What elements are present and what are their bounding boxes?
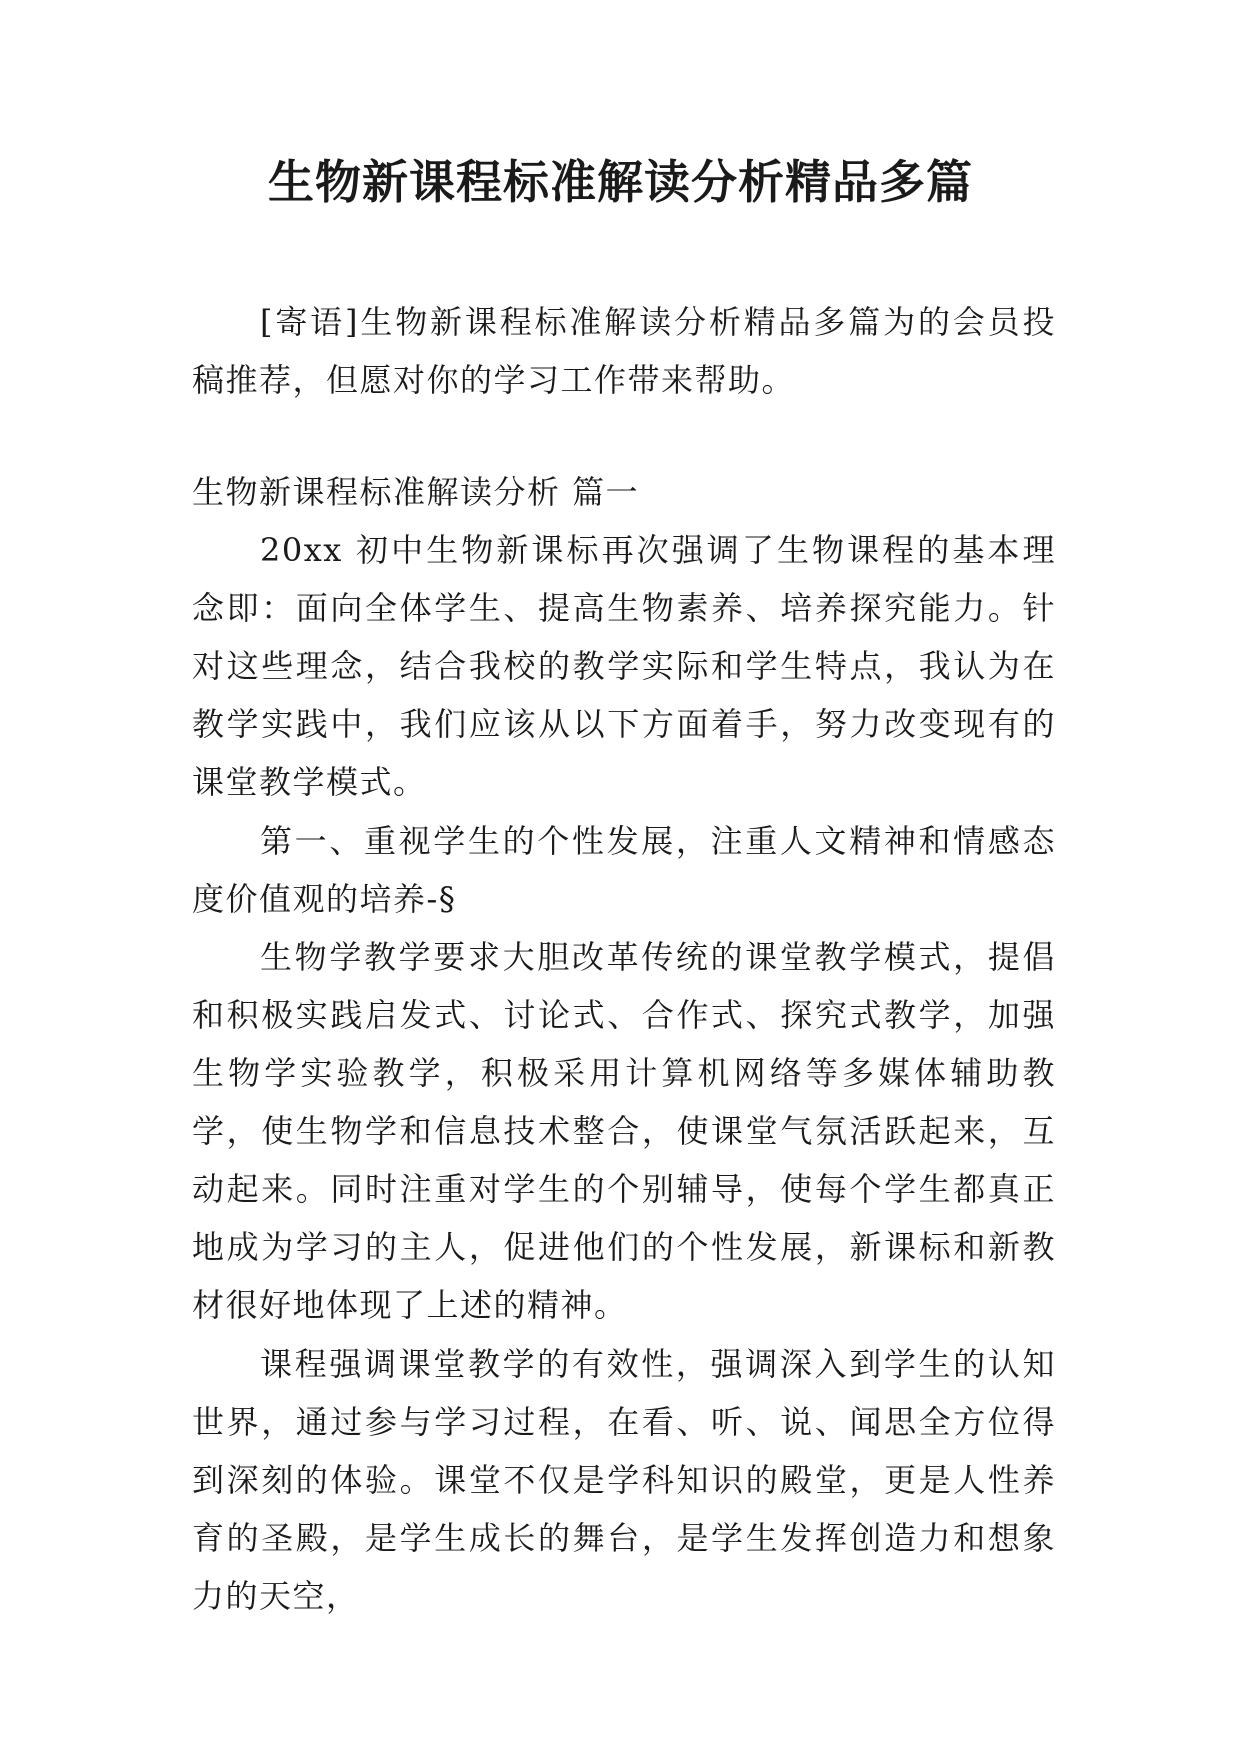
paragraph-4: 课程强调课堂教学的有效性，强调深入到学生的认知世界，通过参与学习过程，在看、听、说、闻思全方位得到深刻的体验。课堂不仅是学科知识的殿堂，更是人性养育的圣殿，是学生成长的舞台，是学生发挥创造力和想象力的天空，: [192, 1345, 1056, 1615]
intro-paragraph: [寄语]生物新课程标准解读分析精品多篇为的会员投稿推荐，但愿对你的学习工作带来帮助。: [192, 303, 1056, 399]
paragraph-2: 第一、重视学生的个性发展，注重人文精神和情感态度价值观的培养-§: [192, 822, 1056, 918]
paragraph-3: 生物学教学要求大胆改革传统的课堂教学模式，提倡和积极实践启发式、讨论式、合作式、探究式教学，加强生物学实验教学，积极采用计算机网络等多媒体辅助教学，使生物学和信息技术整合，使课堂气氛活跃起来，互动起来。同时注重对学生的个别辅导，使每个学生都真正地成为学习的主人，促进他们的个性发展，新课标和新教材很好地体现了上述的精神。: [192, 938, 1056, 1324]
section-heading: 生物新课程标准解读分析 篇一: [192, 473, 640, 511]
document-title: 生物新课程标准解读分析精品多篇: [268, 155, 973, 209]
paragraph-1: 20xx 初中生物新课标再次强调了生物课程的基本理念即：面向全体学生、提高生物素养、培养探究能力。针对这些理念，结合我校的教学实际和学生特点，我认为在教学实践中，我们应该从以下方面着手，努力改变现有的课堂教学模式。: [192, 531, 1056, 801]
